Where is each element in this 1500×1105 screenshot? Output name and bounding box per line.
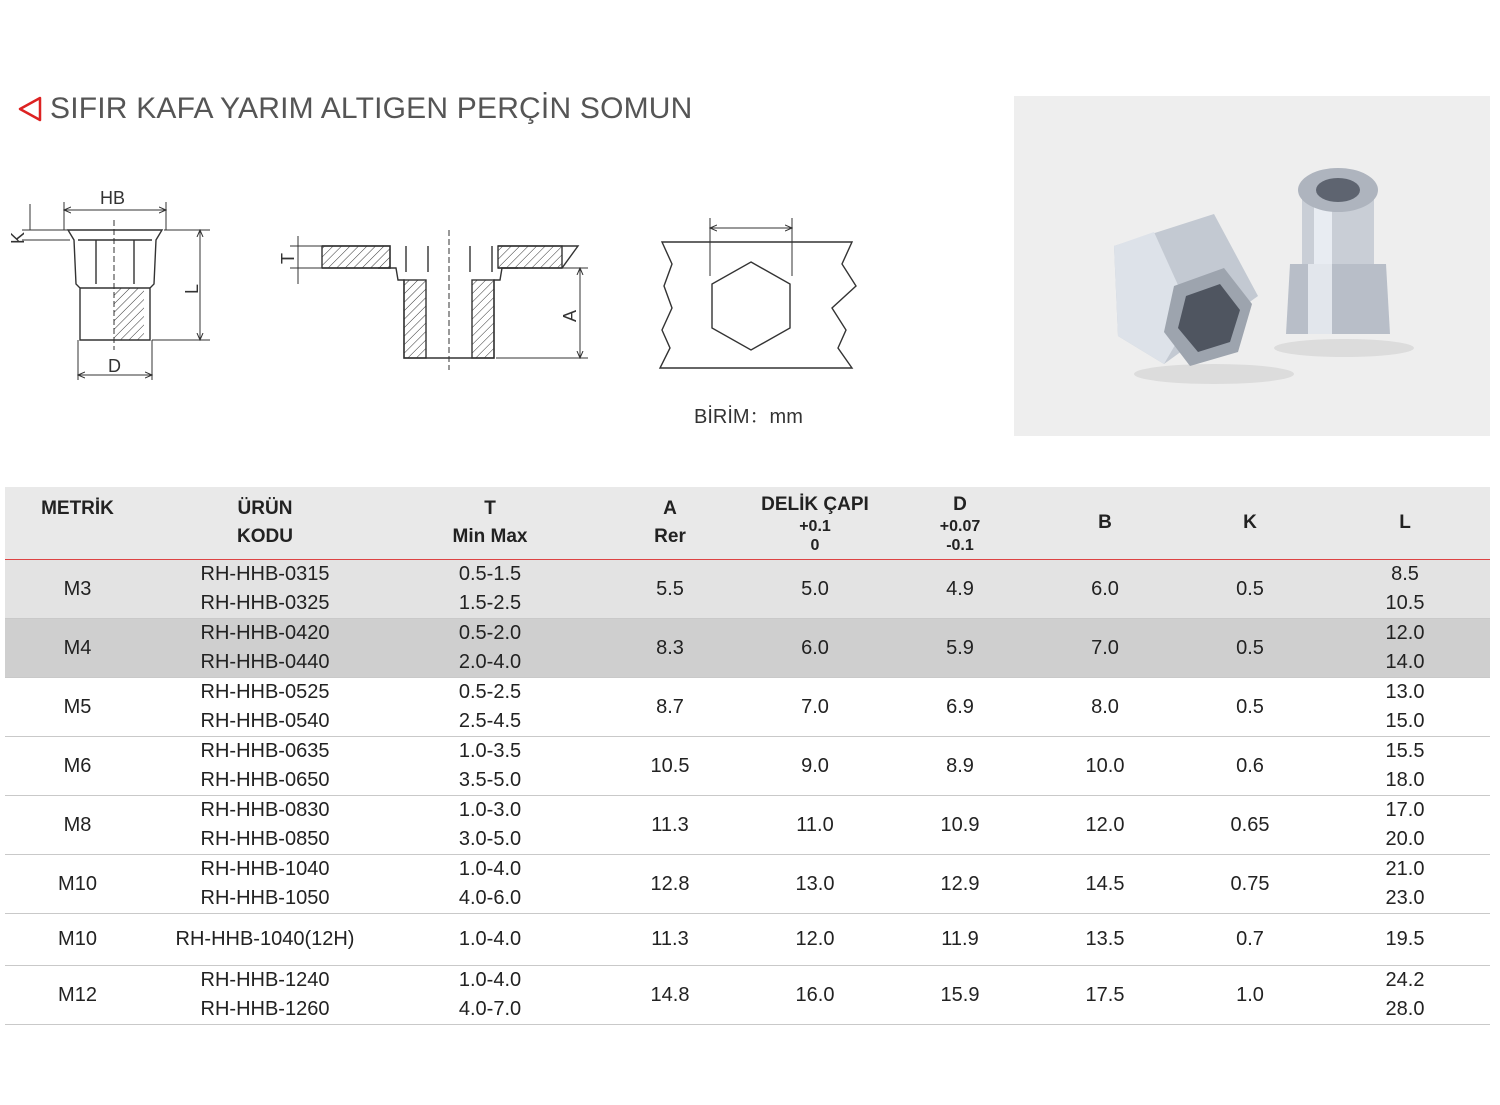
table-row <box>5 560 1490 619</box>
cell-d: 5.9 <box>890 619 1030 678</box>
label-d: D <box>108 356 121 376</box>
table-row <box>5 966 1490 1025</box>
cell-a: 5.5 <box>600 560 740 619</box>
cell-t: 1.0-4.0 4.0-6.0 <box>380 855 600 914</box>
cell-a: 11.3 <box>600 914 740 966</box>
cell-t: 1.0-4.0 <box>380 914 600 966</box>
cell-d: 10.9 <box>890 796 1030 855</box>
cell-code: RH-HHB-0635 RH-HHB-0650 <box>150 737 380 796</box>
cell-b: 12.0 <box>1030 796 1180 855</box>
cell-metrik: M10 <box>5 914 150 966</box>
cell-d: 8.9 <box>890 737 1030 796</box>
cell-d: 12.9 <box>890 855 1030 914</box>
cell-b: 17.5 <box>1030 966 1180 1025</box>
cell-code: RH-HHB-0315 RH-HHB-0325 <box>150 560 380 619</box>
col-d: D +0.07 -0.1 <box>890 487 1030 560</box>
col-a: A Rer <box>600 487 740 560</box>
cell-a: 14.8 <box>600 966 740 1025</box>
spec-table <box>5 487 1490 1025</box>
label-hb: HB <box>100 188 126 208</box>
col-delik-capi: DELİK ÇAPI +0.1 0 <box>740 487 890 560</box>
cell-code: RH-HHB-0525 RH-HHB-0540 <box>150 678 380 737</box>
hex-hole-drawing <box>660 218 856 368</box>
label-t: T <box>278 253 298 264</box>
technical-drawings <box>0 180 900 400</box>
cell-k: 0.75 <box>1180 855 1320 914</box>
cell-metrik: M6 <box>5 737 150 796</box>
cell-b: 14.5 <box>1030 855 1180 914</box>
cell-d: 4.9 <box>890 560 1030 619</box>
cell-metrik: M4 <box>5 619 150 678</box>
cell-a: 8.7 <box>600 678 740 737</box>
table-row <box>5 914 1490 966</box>
cell-a: 11.3 <box>600 796 740 855</box>
cell-delik: 16.0 <box>740 966 890 1025</box>
cell-code: RH-HHB-1240 RH-HHB-1260 <box>150 966 380 1025</box>
unit-label: BİRİM：mm <box>694 406 803 428</box>
cell-delik: 5.0 <box>740 560 890 619</box>
col-l: L <box>1320 487 1490 560</box>
col-k: K <box>1180 487 1320 560</box>
cell-b: 8.0 <box>1030 678 1180 737</box>
cell-metrik: M10 <box>5 855 150 914</box>
cell-t: 1.0-3.5 3.5-5.0 <box>380 737 600 796</box>
cell-metrik: M8 <box>5 796 150 855</box>
label-a: A <box>560 309 580 322</box>
cell-l: 12.0 14.0 <box>1320 619 1490 678</box>
cell-d: 11.9 <box>890 914 1030 966</box>
cell-t: 1.0-3.0 3.0-5.0 <box>380 796 600 855</box>
cell-b: 10.0 <box>1030 737 1180 796</box>
table-row <box>5 855 1490 914</box>
label-k: K <box>8 231 28 244</box>
installed-section-drawing <box>290 230 588 370</box>
col-b: B <box>1030 487 1180 560</box>
cell-delik: 7.0 <box>740 678 890 737</box>
cell-t: 1.0-4.0 4.0-7.0 <box>380 966 600 1025</box>
cell-code: RH-HHB-0420 RH-HHB-0440 <box>150 619 380 678</box>
cell-b: 13.5 <box>1030 914 1180 966</box>
cell-delik: 12.0 <box>740 914 890 966</box>
cell-delik: 11.0 <box>740 796 890 855</box>
cell-delik: 9.0 <box>740 737 890 796</box>
cell-b: 7.0 <box>1030 619 1180 678</box>
page-title <box>16 92 693 126</box>
cell-l: 21.0 23.0 <box>1320 855 1490 914</box>
cell-l: 13.0 15.0 <box>1320 678 1490 737</box>
cell-metrik: M5 <box>5 678 150 737</box>
cell-k: 0.5 <box>1180 678 1320 737</box>
table-row <box>5 796 1490 855</box>
cell-l: 15.5 18.0 <box>1320 737 1490 796</box>
cell-l: 19.5 <box>1320 914 1490 966</box>
table-row <box>5 737 1490 796</box>
col-t: T Min Max <box>380 487 600 560</box>
cell-k: 0.65 <box>1180 796 1320 855</box>
cell-code: RH-HHB-1040 RH-HHB-1050 <box>150 855 380 914</box>
cell-k: 1.0 <box>1180 966 1320 1025</box>
cell-l: 17.0 20.0 <box>1320 796 1490 855</box>
cell-l: 24.2 28.0 <box>1320 966 1490 1025</box>
cell-t: 0.5-2.5 2.5-4.5 <box>380 678 600 737</box>
cell-k: 0.5 <box>1180 560 1320 619</box>
cell-d: 15.9 <box>890 966 1030 1025</box>
cell-a: 8.3 <box>600 619 740 678</box>
label-l: L <box>182 283 202 294</box>
cell-k: 0.5 <box>1180 619 1320 678</box>
table-row <box>5 619 1490 678</box>
product-photo <box>1014 96 1490 436</box>
cell-b: 6.0 <box>1030 560 1180 619</box>
cell-k: 0.7 <box>1180 914 1320 966</box>
cell-t: 0.5-2.0 2.0-4.0 <box>380 619 600 678</box>
cell-code: RH-HHB-1040(12H) <box>150 914 380 966</box>
cell-delik: 6.0 <box>740 619 890 678</box>
cell-code: RH-HHB-0830 RH-HHB-0850 <box>150 796 380 855</box>
table-row <box>5 678 1490 737</box>
title-text: SIFIR KAFA YARIM ALTIGEN PERÇİN SOMUN <box>50 92 693 125</box>
cell-metrik: M3 <box>5 560 150 619</box>
cell-t: 0.5-1.5 1.5-2.5 <box>380 560 600 619</box>
cell-k: 0.6 <box>1180 737 1320 796</box>
triangle-left-icon <box>16 94 44 124</box>
cell-d: 6.9 <box>890 678 1030 737</box>
cell-delik: 13.0 <box>740 855 890 914</box>
cell-a: 10.5 <box>600 737 740 796</box>
table-header-row <box>5 487 1490 560</box>
col-metrik: METRİK <box>5 487 150 560</box>
cell-a: 12.8 <box>600 855 740 914</box>
cell-l: 8.5 10.5 <box>1320 560 1490 619</box>
col-urun-kodu: ÜRÜN KODU <box>150 487 380 560</box>
cell-metrik: M12 <box>5 966 150 1025</box>
